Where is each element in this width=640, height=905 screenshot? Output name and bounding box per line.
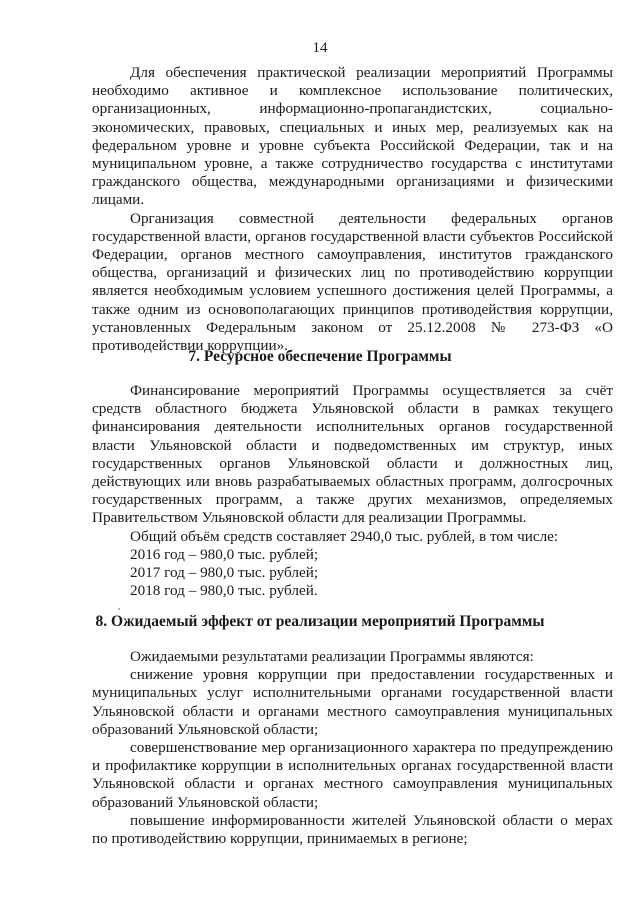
page-number: 14	[312, 40, 328, 56]
paragraph: Для обеспечения практической реализации мероприятий Программы необходимо активное и комплексное использование политических, организационных, информационно-пропагандистских, социально-экономических, правовых, специальных и иных мер, реализуемых как на федеральном уровне и уровне субъекта Российской Федерации, так и на муниципальном уровне, а также сотрудничество государства с институтами гражданского общества, международными организациями и физическими лицами.	[92, 64, 613, 209]
section8-heading: 8. Ожидаемый эффект от реализации мероприятий Программы	[95, 613, 545, 630]
scan-speck	[118, 608, 120, 610]
section7-text	[92, 382, 613, 600]
total-amount: Общий объём средств составляет 2940,0 тыс. рублей, в том числе:	[130, 527, 559, 545]
section8-text	[92, 648, 613, 848]
year-amount-2017: 2017 год – 980,0 тыс. рублей;	[130, 564, 319, 582]
year-amount-2018: 2018 год – 980,0 тыс. рублей.	[130, 582, 318, 600]
section7-heading: 7. Ресурсное обеспечение Программы	[188, 348, 452, 365]
paragraph: Ожидаемыми результатами реализации Программы являются:	[130, 648, 534, 665]
section6-text	[92, 64, 613, 355]
paragraph: Финансирование мероприятий Программы осуществляется за счёт средств областного бюджета Ульяновской области в рамках текущего финансирования деятельности исполнительных органов государственной власти Ульяновской области и подведомственных им структур, иных государственных органов Ульяновской области и должностных лиц, действующих или вновь разрабатываемых областных программ, долгосрочных государственных программ, а также других механизмов, определяемых Правительством Ульяновской области для реализации Программы.	[92, 382, 613, 527]
list-item: совершенствование мер организационного характера по предупреждению и профилактике коррупции в исполнительных органах государственной власти Ульяновской области и органах местного самоуправления муниципальных образований Ульяновской области;	[92, 739, 613, 811]
list-item: повышение информированности жителей Ульяновской области о мерах по противодействию коррупции, принимаемых в регионе;	[92, 811, 613, 848]
list-item: снижение уровня коррупции при предоставлении государственных и муниципальных услуг исполнительными органами государственной власти Ульяновской области и органами местного самоуправления муниципальных образований Ульяновской области;	[92, 666, 613, 738]
paragraph: Организация совместной деятельности федеральных органов государственной власти, органов государственной власти субъектов Российской Федерации, органов местного самоуправления, институтов гражданского общества, организаций и физических лиц по противодействию коррупции является необходимым условием успешного достижения целей Программы, а также одним из основополагающих принципов противодействия коррупции, установленных Федеральным законом от 25.12.2008 № 273-ФЗ «О противодействии коррупции».	[92, 209, 613, 355]
year-amount-2016: 2016 год – 980,0 тыс. рублей;	[130, 545, 319, 563]
